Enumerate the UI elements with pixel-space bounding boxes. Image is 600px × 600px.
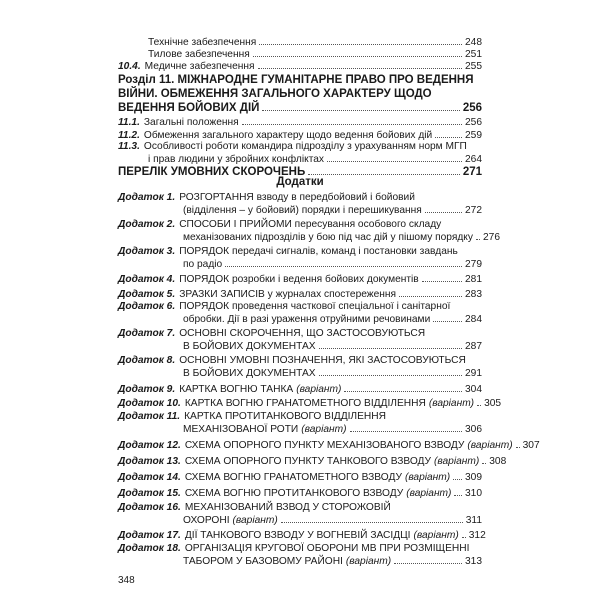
appendix-label: Додаток 4. xyxy=(118,274,176,285)
appendix-label: Додаток 8. xyxy=(118,355,176,366)
appendix-text: ОСНОВНІ УМОВНІ ПОЗНАЧЕННЯ, ЯКІ ЗАСТОСОВУЮТЬСЯ xyxy=(179,355,466,366)
appendix-label: Додаток 2. xyxy=(118,219,176,230)
leader-dots xyxy=(399,288,462,297)
leader-dots xyxy=(344,383,462,392)
page-number: 313 xyxy=(465,556,482,567)
appendix-9[interactable] xyxy=(118,383,482,396)
section-11-heading-line2[interactable] xyxy=(118,87,482,101)
appendix-11-line2[interactable] xyxy=(183,423,482,436)
appendix-10[interactable] xyxy=(118,397,502,410)
appendix-label: Додаток 18. xyxy=(118,543,181,554)
appendix-label: Додаток 13. xyxy=(118,456,181,467)
page-number: 310 xyxy=(465,488,482,499)
appendix-text: КАРТКА ВОГНЮ ТАНКА xyxy=(179,384,294,395)
appendix-16-line1[interactable] xyxy=(118,502,482,514)
leader-dots xyxy=(262,102,459,111)
leader-dots xyxy=(253,48,462,57)
page-number: 248 xyxy=(465,37,482,48)
appendix-label: Додаток 9. xyxy=(118,384,176,395)
leader-dots xyxy=(454,487,462,496)
appendix-6-line2[interactable] xyxy=(183,313,482,326)
variant-note: (варіант) xyxy=(434,456,480,467)
leader-dots xyxy=(281,514,463,523)
appendix-label: Додаток 17. xyxy=(118,530,181,541)
leader-dots xyxy=(308,166,460,175)
appendix-text: КАРТКА ВОГНЮ ГРАНАТОМЕТНОГО ВІДДІЛЕННЯ xyxy=(184,398,426,409)
appendix-label: Додаток 5. xyxy=(118,289,176,300)
leader-dots xyxy=(319,340,462,349)
appendix-text: ПОРЯДОК передачі сигналів, команд і постановки завдань xyxy=(179,246,458,257)
appendix-18-line1[interactable] xyxy=(118,543,482,555)
variant-note: (варіант) xyxy=(428,398,475,409)
appendix-3-line1[interactable] xyxy=(118,246,482,258)
appendix-text: ОХОРОНІ xyxy=(183,515,230,526)
toc-entry-11-1[interactable] xyxy=(118,116,482,129)
leader-dots xyxy=(477,397,481,406)
appendix-text: ПОРЯДОК проведення часткової спеціальної і санітарної xyxy=(179,301,451,312)
page-number: 287 xyxy=(465,341,482,352)
leader-dots xyxy=(476,231,480,240)
section-title-line2: ВІЙНИ. ОБМЕЖЕННЯ ЗАГАЛЬНОГО ХАРАКТЕРУ ЩОДО xyxy=(118,88,432,100)
entry-label: 11.1. xyxy=(118,117,140,128)
appendix-label: Додаток 3. xyxy=(118,246,176,257)
variant-note: (варіант) xyxy=(406,488,452,499)
variant-note: (варіант) xyxy=(404,472,451,483)
leader-dots xyxy=(394,555,462,564)
appendix-17[interactable] xyxy=(118,529,486,542)
appendix-8-line1[interactable] xyxy=(118,355,482,367)
page-folio-number: 348 xyxy=(118,575,135,586)
appendix-text: по радіо xyxy=(183,259,223,270)
appendix-text: СХЕМА ОПОРНОГО ПУНКТУ МЕХАНІЗОВАНОГО ВЗВОДУ xyxy=(184,440,465,451)
leader-dots xyxy=(482,455,486,464)
variant-note: (варіант) xyxy=(467,440,513,451)
leader-dots xyxy=(462,529,466,538)
variant-note: (варіант) xyxy=(301,424,347,435)
appendix-1-line2[interactable] xyxy=(183,204,482,217)
variant-note: (варіант) xyxy=(345,556,392,567)
appendix-label: Додаток 15. xyxy=(118,488,181,499)
leader-dots xyxy=(435,129,462,138)
section-title-line3: ВЕДЕННЯ БОЙОВИХ ДІЙ xyxy=(118,102,260,114)
appendix-text: РОЗГОРТАННЯ взводу в передбойовий і бойовий xyxy=(179,192,415,203)
page-number: 271 xyxy=(462,166,482,178)
section-title-line1: Розділ 11. МІЖНАРОДНЕ ГУМАНІТАРНЕ ПРАВО ПРО ВЕДЕННЯ xyxy=(118,74,474,86)
entry-text: ПЕРЕЛІК УМОВНИХ СКОРОЧЕНЬ xyxy=(118,166,306,178)
leader-dots xyxy=(258,60,462,69)
appendix-text: МЕХАНІЗОВАНОЇ РОТИ xyxy=(183,424,299,435)
toc-entry-10-4[interactable] xyxy=(118,60,482,73)
variant-note: (варіант) xyxy=(296,384,342,395)
leader-dots xyxy=(433,313,462,322)
appendix-text: СПОСОБИ І ПРИЙОМИ пересування особового складу xyxy=(179,219,442,230)
variant-note: (варіант) xyxy=(232,515,278,526)
section-11-heading-line3[interactable] xyxy=(118,101,482,115)
appendix-text: ТАБОРОМ У БАЗОВОМУ РАЙОНІ xyxy=(183,556,343,567)
entry-text: Загальні положення xyxy=(143,117,239,128)
leader-dots xyxy=(350,423,463,432)
appendix-11-line1[interactable] xyxy=(118,411,482,423)
section-11-heading-line1[interactable] xyxy=(118,73,482,87)
entry-text: Технічне забезпечення xyxy=(148,37,257,48)
leader-dots xyxy=(242,116,462,125)
appendix-12[interactable] xyxy=(118,439,540,452)
appendix-18-line2[interactable] xyxy=(183,555,482,568)
page-number: 264 xyxy=(465,154,482,165)
appendix-text: ЗРАЗКИ ЗАПИСІВ у журналах спостереження xyxy=(179,289,397,300)
page-number: 281 xyxy=(465,274,482,285)
appendix-text: СХЕМА ВОГНЮ ГРАНАТОМЕТНОГО ВЗВОДУ xyxy=(184,472,402,483)
appendix-label: Додаток 14. xyxy=(118,472,181,483)
page-number: 272 xyxy=(465,205,482,216)
leader-dots xyxy=(319,367,462,376)
toc-entry-11-3-line1[interactable] xyxy=(118,141,482,153)
entry-label: 11.3. xyxy=(118,141,140,152)
page-number: 256 xyxy=(462,102,482,114)
appendix-5[interactable] xyxy=(118,288,482,301)
page-number: 306 xyxy=(465,424,482,435)
appendix-label: Додаток 16. xyxy=(118,502,181,513)
leader-dots xyxy=(453,471,462,480)
appendix-8-line2[interactable] xyxy=(183,367,482,380)
entry-text: Особливості роботи командира підрозділу з урахуванням норм МГП xyxy=(143,141,467,152)
appendix-label: Додаток 12. xyxy=(118,440,181,451)
appendix-4[interactable] xyxy=(118,273,482,286)
appendix-text: В БОЙОВИХ ДОКУМЕНТАХ xyxy=(183,368,316,379)
appendix-1-line1[interactable] xyxy=(118,192,482,204)
page-number: 283 xyxy=(465,289,482,300)
appendix-text: МЕХАНІЗОВАНИЙ ВЗВОД У СТОРОЖОВІЙ xyxy=(184,502,391,513)
entry-text: Тилове забезпечення xyxy=(148,49,250,60)
appendix-label: Додаток 1. xyxy=(118,192,176,203)
appendix-text: КАРТКА ПРОТИТАНКОВОГО ВІДДІЛЕННЯ xyxy=(184,411,386,422)
page-number: 305 xyxy=(484,398,502,409)
page-number: 307 xyxy=(522,440,540,451)
appendix-text: ОСНОВНІ СКОРОЧЕННЯ, ЩО ЗАСТОСОВУЮТЬСЯ xyxy=(179,328,426,339)
appendix-text: ПОРЯДОК розробки і ведення бойових документів xyxy=(179,274,419,285)
page-number: 256 xyxy=(465,117,482,128)
leader-dots xyxy=(516,439,520,448)
page-number: 311 xyxy=(465,515,482,526)
entry-text: Медичне забезпечення xyxy=(144,61,255,72)
appendix-label: Додаток 7. xyxy=(118,328,176,339)
leader-dots xyxy=(327,153,462,162)
entry-text: і прав людини у збройних конфліктах xyxy=(148,154,325,165)
page-number: 312 xyxy=(468,530,486,541)
page-number: 291 xyxy=(465,368,482,379)
page-number: 251 xyxy=(465,49,482,60)
page-number: 304 xyxy=(465,384,482,395)
appendix-text: (відділення – у бойовий) порядки і перешикування xyxy=(183,205,422,216)
leader-dots xyxy=(259,36,462,45)
appendix-text: ОРГАНІЗАЦІЯ КРУГОВОЇ ОБОРОНИ МВ ПРИ РОЗМІЩЕННІ xyxy=(184,543,470,554)
variant-note: (варіант) xyxy=(413,530,459,541)
appendix-text: СХЕМА ВОГНЮ ПРОТИТАНКОВОГО ВЗВОДУ xyxy=(184,488,404,499)
appendix-label: Додаток 10. xyxy=(118,398,181,409)
appendix-7-line1[interactable] xyxy=(118,328,482,340)
appendix-text: обробки. Дії в разі ураження отруйними речовинами xyxy=(183,314,431,325)
entry-label: 10.4. xyxy=(118,61,141,72)
page-number: 259 xyxy=(465,130,482,141)
appendices-title: Додатки xyxy=(276,176,324,188)
page-number: 308 xyxy=(489,456,507,467)
page-number: 309 xyxy=(465,472,482,483)
page-number: 279 xyxy=(465,259,482,270)
appendix-15[interactable] xyxy=(118,487,482,500)
page-number: 284 xyxy=(465,314,482,325)
appendix-2-line1[interactable] xyxy=(118,219,482,231)
leader-dots xyxy=(425,204,462,213)
appendix-13[interactable] xyxy=(118,455,507,468)
appendix-6-line1[interactable] xyxy=(118,301,482,313)
appendix-text: ДІЇ ТАНКОВОГО ВЗВОДУ У ВОГНЕВІЙ ЗАСІДЦІ xyxy=(184,530,411,541)
entry-text: Обмеження загального характеру щодо ведення бойових дій xyxy=(143,130,433,141)
appendix-text: СХЕМА ОПОРНОГО ПУНКТУ ТАНКОВОГО ВЗВОДУ xyxy=(184,456,432,467)
appendix-text: В БОЙОВИХ ДОКУМЕНТАХ xyxy=(183,341,316,352)
appendix-16-line2[interactable] xyxy=(183,514,482,527)
page-number: 276 xyxy=(482,232,500,243)
leader-dots xyxy=(225,258,462,267)
appendix-2-line2[interactable] xyxy=(183,231,500,244)
leader-dots xyxy=(422,273,462,282)
appendix-3-line2[interactable] xyxy=(183,258,482,271)
page-number: 255 xyxy=(465,61,482,72)
appendix-14[interactable] xyxy=(118,471,482,484)
entry-label: 11.2. xyxy=(118,130,140,141)
appendix-7-line2[interactable] xyxy=(183,340,482,353)
appendix-text: механізованих підрозділів у бою під час дій у пішому порядку xyxy=(183,232,473,243)
appendix-label: Додаток 6. xyxy=(118,301,176,312)
appendix-label: Додаток 11. xyxy=(118,411,181,422)
